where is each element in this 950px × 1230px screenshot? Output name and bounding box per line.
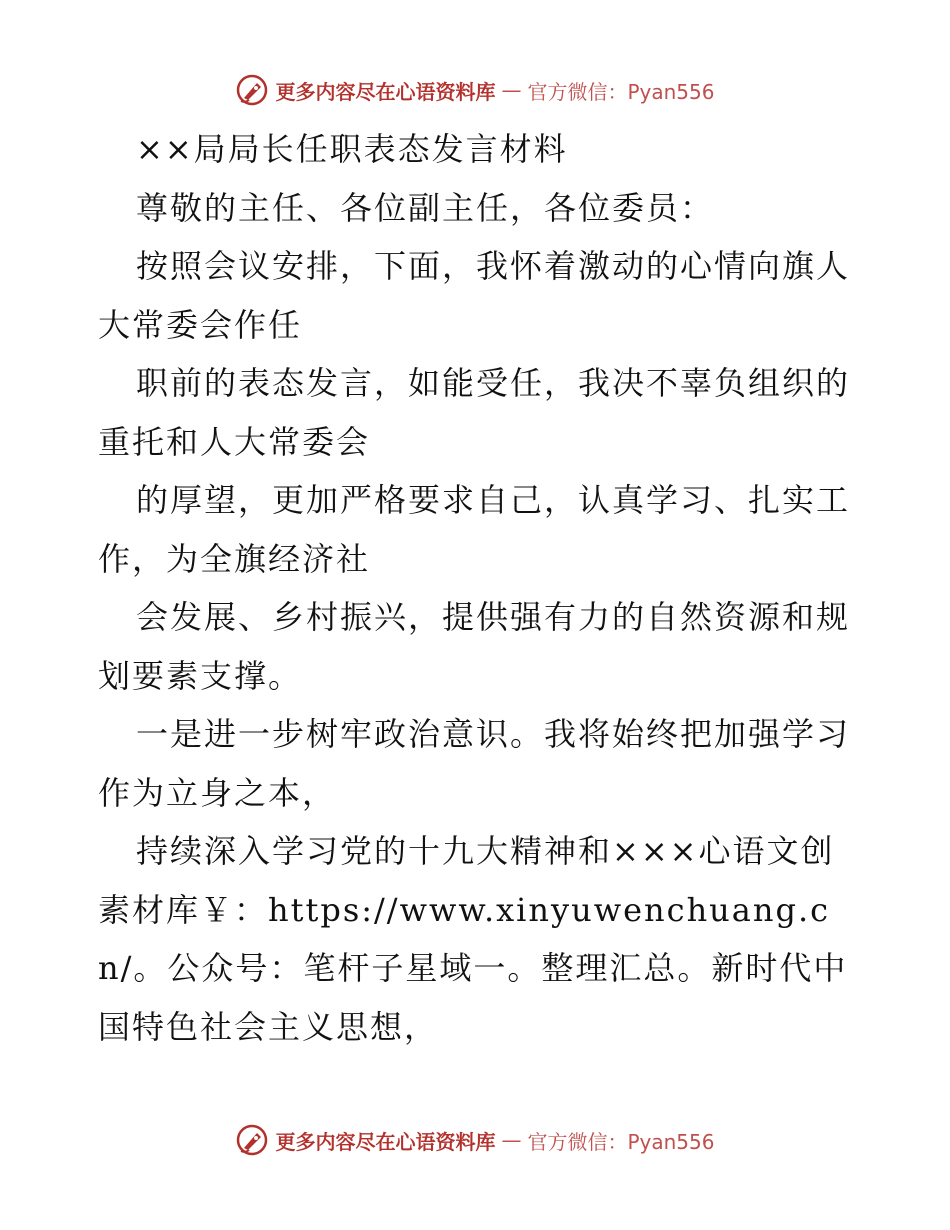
document-title: ××局局长任职表态发言材料 bbox=[136, 130, 568, 168]
watermark-wechat: 官方微信：Pyan556 bbox=[527, 1129, 715, 1154]
paragraph-5: 一是进一步树牢政治意识。我将始终把加强学习作为立身之本， bbox=[98, 715, 851, 812]
watermark-wechat: 官方微信：Pyan556 bbox=[527, 79, 715, 104]
paragraph-3: 的厚望，更加严格要求自己，认真学习、扎实工作，为全旗经济社 bbox=[98, 481, 851, 578]
watermark-separator: — bbox=[501, 1128, 522, 1152]
footer-watermark bbox=[0, 1120, 950, 1160]
watermark-text: 更多内容尽在心语资料库 bbox=[275, 1129, 496, 1154]
watermark-text: 更多内容尽在心语资料库 bbox=[275, 79, 496, 104]
document-body bbox=[98, 120, 858, 1056]
paragraph-1: 按照会议安排，下面，我怀着激动的心情向旗人大常委会作任 bbox=[98, 247, 851, 344]
paragraph-6: 持续深入学习党的十九大精神和×××心语文创素材库￥：https://www.xinyuwenchuang.cn/。公众号：笔杆子星域一。整理汇总。新时代中国特色社会主义思想， bbox=[98, 832, 848, 1046]
paragraph-2: 职前的表态发言，如能受任，我决不辜负组织的重托和人大常委会 bbox=[98, 364, 851, 461]
paragraph-4: 会发展、乡村振兴，提供强有力的自然资源和规划要素支撑。 bbox=[98, 598, 851, 695]
salutation: 尊敬的主任、各位副主任，各位委员： bbox=[136, 188, 715, 227]
pen-nib-logo-icon bbox=[235, 73, 269, 107]
pen-nib-logo-icon bbox=[235, 1123, 269, 1157]
watermark-separator: — bbox=[501, 78, 522, 102]
header-watermark bbox=[0, 70, 950, 110]
